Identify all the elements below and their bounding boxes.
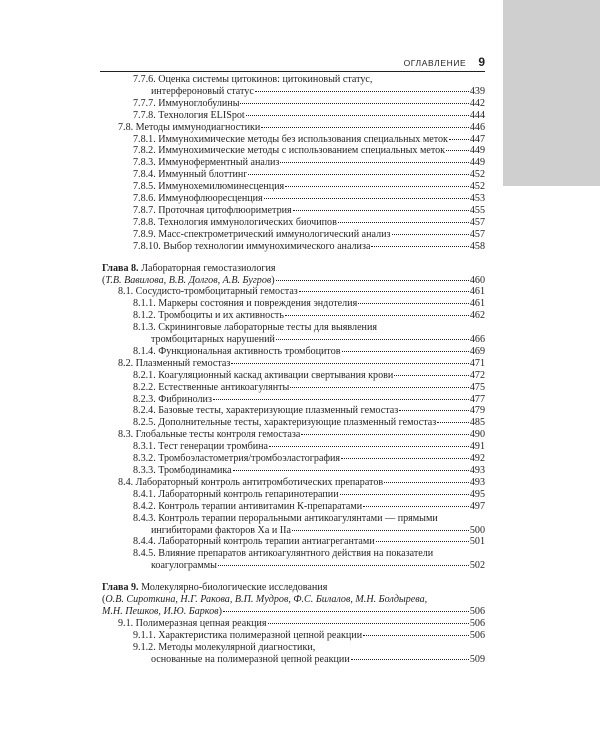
toc-page-number: 485 (469, 417, 485, 429)
dot-leader (446, 150, 469, 151)
chapter-gap (100, 253, 485, 263)
toc-entry-text (151, 654, 350, 666)
toc-entry[interactable] (100, 74, 485, 86)
toc-entry-text (133, 298, 357, 310)
toc-entry-text (133, 74, 372, 85)
toc-page-number: 452 (469, 181, 485, 193)
toc-title: 8.2.5. Дополнительные тесты, характеризующие плазменный гемостаз (133, 417, 437, 429)
toc-entry[interactable] (100, 453, 485, 465)
toc-chapter-entry[interactable] (100, 582, 485, 594)
toc-entry-text (118, 122, 260, 134)
dot-leader (248, 174, 468, 175)
toc-page-number: 452 (469, 169, 485, 181)
toc-title: 8.2.1. Коагуляционный каскад активации свертывания крови (133, 369, 394, 381)
toc-entry-text (151, 334, 275, 346)
toc-page-number: 446 (469, 121, 485, 133)
toc-entry[interactable] (100, 229, 485, 241)
dot-leader (301, 434, 468, 435)
toc-title: 7.8. Методы иммунодиагностики (118, 121, 261, 133)
toc-title: 7.8.5. Иммунохемилюминесценция (133, 181, 285, 193)
toc-page-number: 493 (469, 465, 485, 476)
toc-entry-text (151, 525, 291, 537)
toc-entry-text (133, 441, 268, 453)
dot-leader (264, 198, 469, 199)
toc-entry[interactable] (100, 169, 485, 181)
toc-page-number: 502 (469, 560, 485, 572)
toc-page-number: 506 (469, 617, 485, 629)
toc-entry-text (133, 382, 289, 394)
toc-entry-text (118, 477, 383, 489)
header-rule (100, 71, 485, 72)
table-of-contents (100, 74, 485, 666)
toc-entry[interactable] (100, 630, 485, 642)
toc-entry[interactable] (100, 654, 485, 666)
toc-entry[interactable] (100, 405, 485, 417)
toc-page-number: 457 (469, 216, 485, 228)
chapter-authors: М.Н. Пешков, И.Ю. Барков (102, 605, 219, 617)
dot-leader (376, 541, 469, 542)
toc-entry[interactable] (100, 513, 485, 525)
toc-title: 8.4.5. Влияние препаратов антикоагулянтного действия на показатели (133, 548, 434, 560)
toc-entry-text (133, 169, 247, 181)
dot-leader (246, 115, 469, 116)
toc-entry[interactable] (100, 477, 485, 489)
toc-page-number: 453 (469, 193, 485, 205)
toc-entry-text (133, 229, 391, 241)
toc-title: коагулограммы (151, 560, 217, 572)
toc-title: тромбоцитарных нарушений (151, 334, 275, 346)
toc-page-number: 472 (469, 369, 485, 381)
dot-leader (437, 422, 469, 423)
toc-title: 7.8.4. Иммунный блоттинг (133, 169, 248, 181)
dot-leader (276, 280, 469, 281)
toc-page-number: 457 (469, 228, 485, 240)
chapter-label: Глава 9. (102, 582, 139, 594)
toc-entry[interactable] (100, 465, 485, 477)
toc-page-number: 461 (469, 286, 485, 298)
toc-entry-text (133, 205, 292, 217)
toc-page-number: 460 (469, 274, 485, 286)
toc-entry-text: (Т.В. Вавилова, В.В. Долгов, А.В. Бугров) (102, 274, 275, 286)
toc-title: Лабораторная гемостазиология (141, 262, 276, 274)
dot-leader (392, 234, 469, 235)
running-header-title: ОГЛАВЛЕНИЕ (403, 58, 467, 68)
toc-entry[interactable] (100, 560, 485, 572)
toc-page-number: 449 (469, 145, 485, 157)
dot-leader (384, 482, 469, 483)
dot-leader (290, 387, 469, 388)
toc-entry-text (133, 181, 284, 193)
toc-entry-text (133, 501, 362, 513)
toc-title: 7.8.10. Выбор технологии иммунохимического анализа (133, 240, 371, 252)
toc-entry-text (133, 630, 362, 642)
toc-entry-text (133, 110, 245, 122)
toc-title: 8.1.4. Функциональная активность тромбоцитов (133, 345, 341, 357)
dot-leader (371, 246, 468, 247)
toc-entry-text (133, 322, 377, 333)
dot-leader (363, 506, 469, 507)
toc-entry[interactable] (100, 241, 485, 253)
toc-page-number: 439 (469, 85, 485, 97)
dot-leader (213, 399, 469, 400)
toc-entry-text (133, 489, 339, 501)
toc-page-number: 479 (469, 405, 485, 417)
toc-page-number: 442 (469, 97, 485, 109)
toc-entry-text (133, 145, 445, 157)
toc-title: 8.3.3. Тромбодинамика (133, 465, 232, 476)
toc-title: 7.8.3. Иммуноферментный анализ (133, 157, 280, 169)
toc-entry[interactable] (100, 205, 485, 217)
dot-leader (399, 410, 469, 411)
toc-entry[interactable] (100, 346, 485, 358)
chapter-label: Глава 8. (102, 262, 139, 274)
toc-entry[interactable] (100, 642, 485, 654)
toc-entry[interactable] (100, 157, 485, 169)
toc-title: 8.2.4. Базовые тесты, характеризующие плазменный гемостаз (133, 405, 399, 417)
toc-title: 7.7.7. Иммуноглобулины (133, 97, 240, 109)
toc-page-number: 475 (469, 381, 485, 393)
toc-title: Молекулярно-биологические исследования (141, 582, 328, 594)
dot-leader (299, 291, 469, 292)
dot-leader (231, 363, 469, 364)
toc-page-number: 492 (469, 453, 485, 465)
dot-leader (394, 375, 469, 376)
toc-entry[interactable] (100, 618, 485, 630)
toc-page-number: 490 (469, 429, 485, 441)
toc-title: 8.1.1. Маркеры состояния и повреждения эндотелия (133, 298, 358, 310)
dot-leader (285, 186, 469, 187)
toc-title: 7.8.9. Масс-спектрометрический иммунологический анализ (133, 228, 391, 240)
dot-leader (351, 659, 469, 660)
dot-leader (255, 91, 469, 92)
toc-entry-text: (О.В. Сироткина, Н.Г. Ракова, В.П. Мудров, Ф.С. Билалов, М.Н. Болдырева, (102, 594, 428, 606)
dot-leader (340, 494, 469, 495)
chapter-authors: О.В. Сироткина, Н.Г. Ракова, В.П. Мудров, Ф.С. Билалов, М.Н. Болдырева, (105, 594, 428, 606)
toc-entry[interactable] (100, 181, 485, 193)
toc-entry-text (118, 618, 267, 630)
dot-leader (223, 611, 469, 612)
dot-leader (293, 210, 469, 211)
toc-entry-text (118, 358, 230, 370)
toc-entry[interactable] (100, 429, 485, 441)
toc-page-number: 506 (469, 629, 485, 641)
toc-entry-text (133, 134, 448, 146)
toc-entry-text (133, 98, 239, 110)
toc-entry-text (133, 346, 341, 358)
toc-page-number: 449 (469, 157, 485, 169)
toc-entry-text (133, 465, 232, 477)
toc-entry-text (133, 548, 433, 559)
toc-entry-text (133, 217, 337, 229)
toc-title: 8.4.1. Лабораторный контроль гепаринотерапии (133, 488, 339, 500)
dot-leader (449, 139, 469, 140)
toc-page-number: 500 (469, 524, 485, 536)
toc-title: 7.7.6. Оценка системы цитокинов: цитокиновый статус, (133, 74, 373, 85)
toc-title: 9.1.1. Характеристика полимеразной цепной реакции (133, 629, 363, 641)
toc-entry[interactable] (100, 110, 485, 122)
toc-title: 8.4.2. Контроль терапии антивитамин К-препаратами (133, 500, 363, 512)
toc-title: 8.3.2. Тромбоэластометрия/тромбоэластография (133, 453, 341, 465)
dot-leader (342, 351, 469, 352)
toc-entry-text (133, 157, 279, 169)
toc-entry[interactable] (100, 217, 485, 229)
toc-entry-text (102, 263, 276, 274)
dot-leader (358, 303, 469, 304)
toc-entry-text (133, 417, 436, 429)
toc-entry-text (151, 86, 254, 98)
toc-entry[interactable] (100, 525, 485, 537)
toc-entry[interactable] (100, 441, 485, 453)
dot-leader (341, 458, 469, 459)
toc-title: 8.2. Плазменный гемостаз (118, 357, 231, 369)
toc-title: 8.2.3. Фибринолиз (133, 393, 212, 405)
toc-title: 8.4.3. Контроль терапии пероральными антикоагулянтами — прямыми (133, 512, 438, 524)
toc-entry-text (133, 405, 398, 417)
toc-entry-text (118, 286, 298, 298)
toc-page-number: 509 (469, 653, 485, 665)
toc-chapter-entry[interactable] (100, 594, 485, 606)
dot-leader (261, 127, 469, 128)
toc-entry[interactable] (100, 86, 485, 98)
dot-leader (218, 565, 469, 566)
toc-page-number: 469 (469, 345, 485, 357)
toc-page-number: 458 (469, 240, 485, 252)
toc-page-number: 444 (469, 109, 485, 121)
toc-page-number: 461 (469, 298, 485, 310)
toc-entry[interactable] (100, 334, 485, 346)
toc-entry-text (133, 453, 340, 465)
dot-leader (233, 470, 469, 471)
chapter-gap (100, 572, 485, 582)
toc-page-number: 495 (469, 488, 485, 500)
dot-leader (285, 315, 469, 316)
toc-page-number: 506 (469, 605, 485, 617)
toc-title: 8.4.4. Лабораторный контроль терапии антиагрегантами (133, 536, 375, 548)
toc-entry[interactable] (100, 501, 485, 513)
toc-page-number: 493 (469, 476, 485, 488)
toc-entry[interactable] (100, 417, 485, 429)
toc-entry[interactable] (100, 134, 485, 146)
toc-title: 7.8.7. Проточная цитофлюориметрия (133, 204, 292, 216)
dot-leader (363, 635, 469, 636)
toc-entry-text (102, 582, 327, 593)
chapter-authors: Т.В. Вавилова, В.В. Долгов, А.В. Бугров (105, 274, 272, 286)
chapter-tab-decoration (503, 0, 600, 186)
toc-entry[interactable] (100, 193, 485, 205)
toc-entry-text (133, 370, 393, 382)
dot-leader (292, 530, 469, 531)
dot-leader (269, 446, 469, 447)
toc-entry[interactable] (100, 286, 485, 298)
running-header (100, 55, 485, 69)
toc-title: 7.8.2. Иммунохимические методы с использованием специальных меток (133, 145, 446, 157)
toc-entry[interactable] (100, 98, 485, 110)
toc-title: 9.1. Полимеразная цепная реакция (118, 617, 267, 629)
toc-title: 8.3.1. Тест генерации тромбина (133, 441, 269, 453)
toc-entry-text (133, 193, 263, 205)
toc-entry-text (133, 536, 375, 548)
dot-leader (240, 103, 468, 104)
toc-page-number: 466 (469, 334, 485, 346)
toc-page-number: 501 (469, 536, 485, 548)
toc-page-number: 497 (469, 500, 485, 512)
toc-page-number: 471 (469, 357, 485, 369)
toc-title: 9.1.2. Методы молекулярной диагностики, (133, 641, 316, 653)
toc-entry[interactable] (100, 394, 485, 406)
toc-title: 8.1.3. Скрининговые лабораторные тесты для выявления (133, 322, 377, 334)
toc-entry[interactable] (100, 122, 485, 134)
toc-title: 8.2.2. Естественные антикоагулянты (133, 381, 290, 393)
toc-title: 7.8.1. Иммунохимические методы без использования специальных меток (133, 133, 448, 145)
toc-title: 8.1.2. Тромбоциты и их активность (133, 310, 284, 322)
toc-entry-text (133, 394, 212, 406)
toc-entry-text (118, 429, 300, 441)
dot-leader (276, 339, 469, 340)
toc-entry[interactable] (100, 370, 485, 382)
toc-chapter-entry[interactable] (100, 606, 485, 618)
toc-title: ингибиторами факторов Xa и IIa (151, 524, 291, 536)
toc-title: 8.1. Сосудисто-тромбоцитарный гемостаз (118, 286, 298, 298)
dot-leader (338, 222, 469, 223)
toc-title: 8.4. Лабораторный контроль антитромботических препаратов (118, 476, 384, 488)
toc-entry[interactable] (100, 382, 485, 394)
toc-title: 7.8.8. Технология иммунологических биочипов (133, 216, 337, 228)
dot-leader (268, 623, 469, 624)
toc-entry-text (133, 310, 284, 322)
page-number: 9 (478, 55, 485, 69)
toc-entry[interactable] (100, 548, 485, 560)
toc-chapter-entry[interactable] (100, 275, 485, 287)
toc-entry-text: М.Н. Пешков, И.Ю. Барков) (102, 605, 222, 617)
toc-page-number: 447 (469, 133, 485, 145)
toc-title: основанные на полимеразной цепной реакции (151, 653, 350, 665)
toc-page-number: 455 (469, 204, 485, 216)
toc-entry[interactable] (100, 145, 485, 157)
toc-title: 7.7.8. Технология ELISpot (133, 109, 245, 121)
toc-page-number: 491 (469, 441, 485, 453)
toc-entry-text (133, 642, 315, 653)
toc-entry-text (151, 560, 217, 572)
dot-leader (280, 162, 468, 163)
toc-chapter-entry[interactable] (100, 263, 485, 275)
toc-entry[interactable] (100, 310, 485, 322)
toc-entry[interactable] (100, 298, 485, 310)
toc-entry[interactable] (100, 358, 485, 370)
toc-title: 7.8.6. Иммунофлюоресценция (133, 193, 263, 205)
toc-entry[interactable] (100, 536, 485, 548)
toc-entry[interactable] (100, 322, 485, 334)
toc-title: 8.3. Глобальные тесты контроля гемостаза (118, 429, 301, 441)
toc-entry-text (133, 241, 370, 253)
toc-entry[interactable] (100, 489, 485, 501)
toc-title: интерфероновый статус (151, 85, 254, 97)
toc-page-number: 462 (469, 310, 485, 322)
toc-entry-text (133, 513, 438, 524)
toc-page-number: 477 (469, 393, 485, 405)
